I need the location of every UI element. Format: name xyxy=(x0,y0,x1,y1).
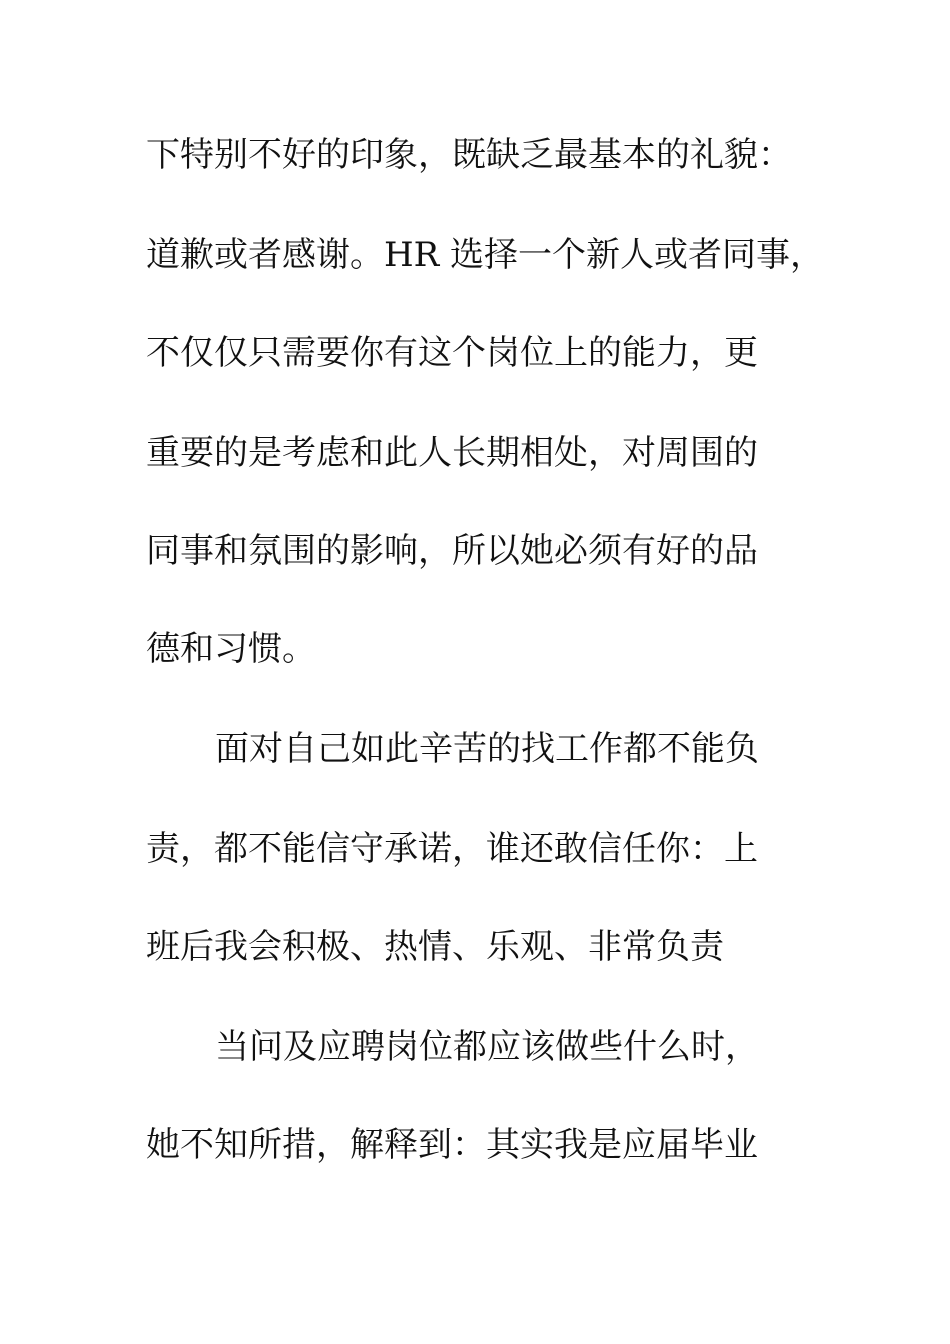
text-line: 重要的是考虑和此人长期相处，对周围的 xyxy=(146,433,758,473)
text-line: 同事和氛围的影响，所以她必须有好的品 xyxy=(146,531,758,571)
text-line: 班后我会积极、热情、乐观、非常负责 xyxy=(146,927,724,967)
text-line: 不仅仅只需要你有这个岗位上的能力，更 xyxy=(146,333,758,373)
paragraph-first-line: 面对自己如此辛苦的找工作都不能负 xyxy=(215,729,759,769)
text-line: 责，都不能信守承诺，谁还敢信任你：上 xyxy=(146,829,758,869)
text-line: 道歉或者感谢。HR 选择一个新人或者同事， xyxy=(146,235,825,275)
paragraph-first-line: 当问及应聘岗位都应该做些什么时， xyxy=(215,1027,759,1067)
text-line: 下特别不好的印象，既缺乏最基本的礼貌： xyxy=(146,135,792,175)
text-line: 她不知所措，解释到：其实我是应届毕业 xyxy=(146,1125,758,1165)
text-line: 德和习惯。 xyxy=(146,629,316,669)
